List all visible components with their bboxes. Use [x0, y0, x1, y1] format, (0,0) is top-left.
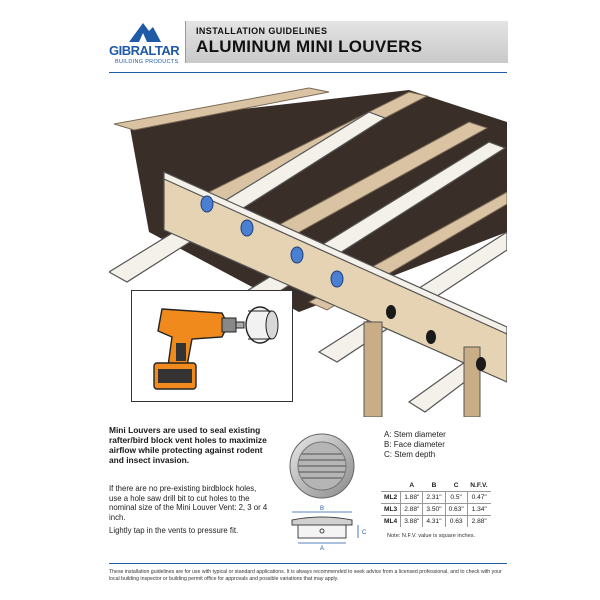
- brand-tagline: BUILDING PRODUCTS: [115, 59, 179, 65]
- drill-inset: [131, 290, 293, 402]
- table-header: A: [409, 482, 415, 489]
- installation-sheet: [97, 12, 513, 588]
- footer-divider: [109, 563, 507, 564]
- table-cell: 2.88": [401, 504, 423, 516]
- table-note: Note: N.F.V. value is square inches.: [387, 533, 476, 539]
- title-banner: [185, 21, 508, 63]
- brand-name: GIBRALTAR: [109, 43, 180, 58]
- disclaimer: These installation guidelines are for use with typical or standard applications. It is always recommended to seek advice from a licensed professional, and to check with your local building inspector or building permit office for approvals and possible variations that may apply.: [109, 569, 502, 582]
- table-header: N.F.V.: [470, 482, 488, 489]
- table-header-row: [381, 480, 491, 492]
- intro-text: Mini Louvers are used to seal existing rafter/bird block vent holes to maximize airflow while protecting against rodent and insect invasion.: [109, 425, 267, 465]
- table-cell: 4.31": [423, 516, 445, 528]
- table-cell: 0.63": [445, 504, 467, 516]
- table-cell: 0.63: [445, 516, 467, 528]
- dim-label-c: C: [362, 530, 367, 536]
- table-cell: 1.88": [401, 492, 423, 504]
- dim-label-a: A: [320, 546, 325, 550]
- table-row: [381, 516, 491, 528]
- mountain-logo-icon: [127, 21, 163, 43]
- table-cell: 1.34": [467, 504, 490, 516]
- table-cell: 2.31": [423, 492, 445, 504]
- table-cell: 0.47": [467, 492, 490, 504]
- gibraltar-logo: [109, 19, 183, 71]
- page-title: ALUMINUM MINI LOUVERS: [196, 37, 423, 56]
- dimension-table: [381, 480, 491, 527]
- header-kicker: INSTALLATION GUIDELINES: [196, 26, 328, 36]
- tap-in-instructions: Lightly tap in the vents to pressure fit.: [109, 526, 239, 535]
- legend-b: B: Face diameter: [384, 440, 445, 449]
- hole-saw-instructions: If there are no pre-existing birdblock holes, use a hole saw drill bit to cut holes to the nominal size of the Mini Louver Vent: 2, 3 or 4 inch.: [109, 484, 268, 522]
- dimension-legend: [384, 430, 446, 460]
- table-header: [381, 480, 401, 492]
- louver-dimension-diagram: [280, 430, 380, 550]
- table-cell: 3.50": [423, 504, 445, 516]
- table-cell: ML4: [381, 516, 401, 528]
- dim-label-b: B: [320, 506, 325, 512]
- table-header: B: [431, 482, 437, 489]
- table-cell: 2.88": [467, 516, 490, 528]
- table-header: C: [453, 482, 459, 489]
- rafter-illustration: [109, 82, 507, 417]
- table-cell: ML3: [381, 504, 401, 516]
- legend-c: C: Stem depth: [384, 450, 436, 459]
- table-cell: 0.5": [445, 492, 467, 504]
- legend-a: A: Stem diameter: [384, 430, 446, 439]
- table-row: [381, 504, 491, 516]
- mini-louver-icon: [280, 430, 380, 550]
- header-divider: [109, 72, 507, 73]
- table-cell: ML2: [381, 492, 401, 504]
- table-row: [381, 492, 491, 504]
- drill-with-hole-saw-icon: [132, 291, 292, 401]
- table-cell: 3.88": [401, 516, 423, 528]
